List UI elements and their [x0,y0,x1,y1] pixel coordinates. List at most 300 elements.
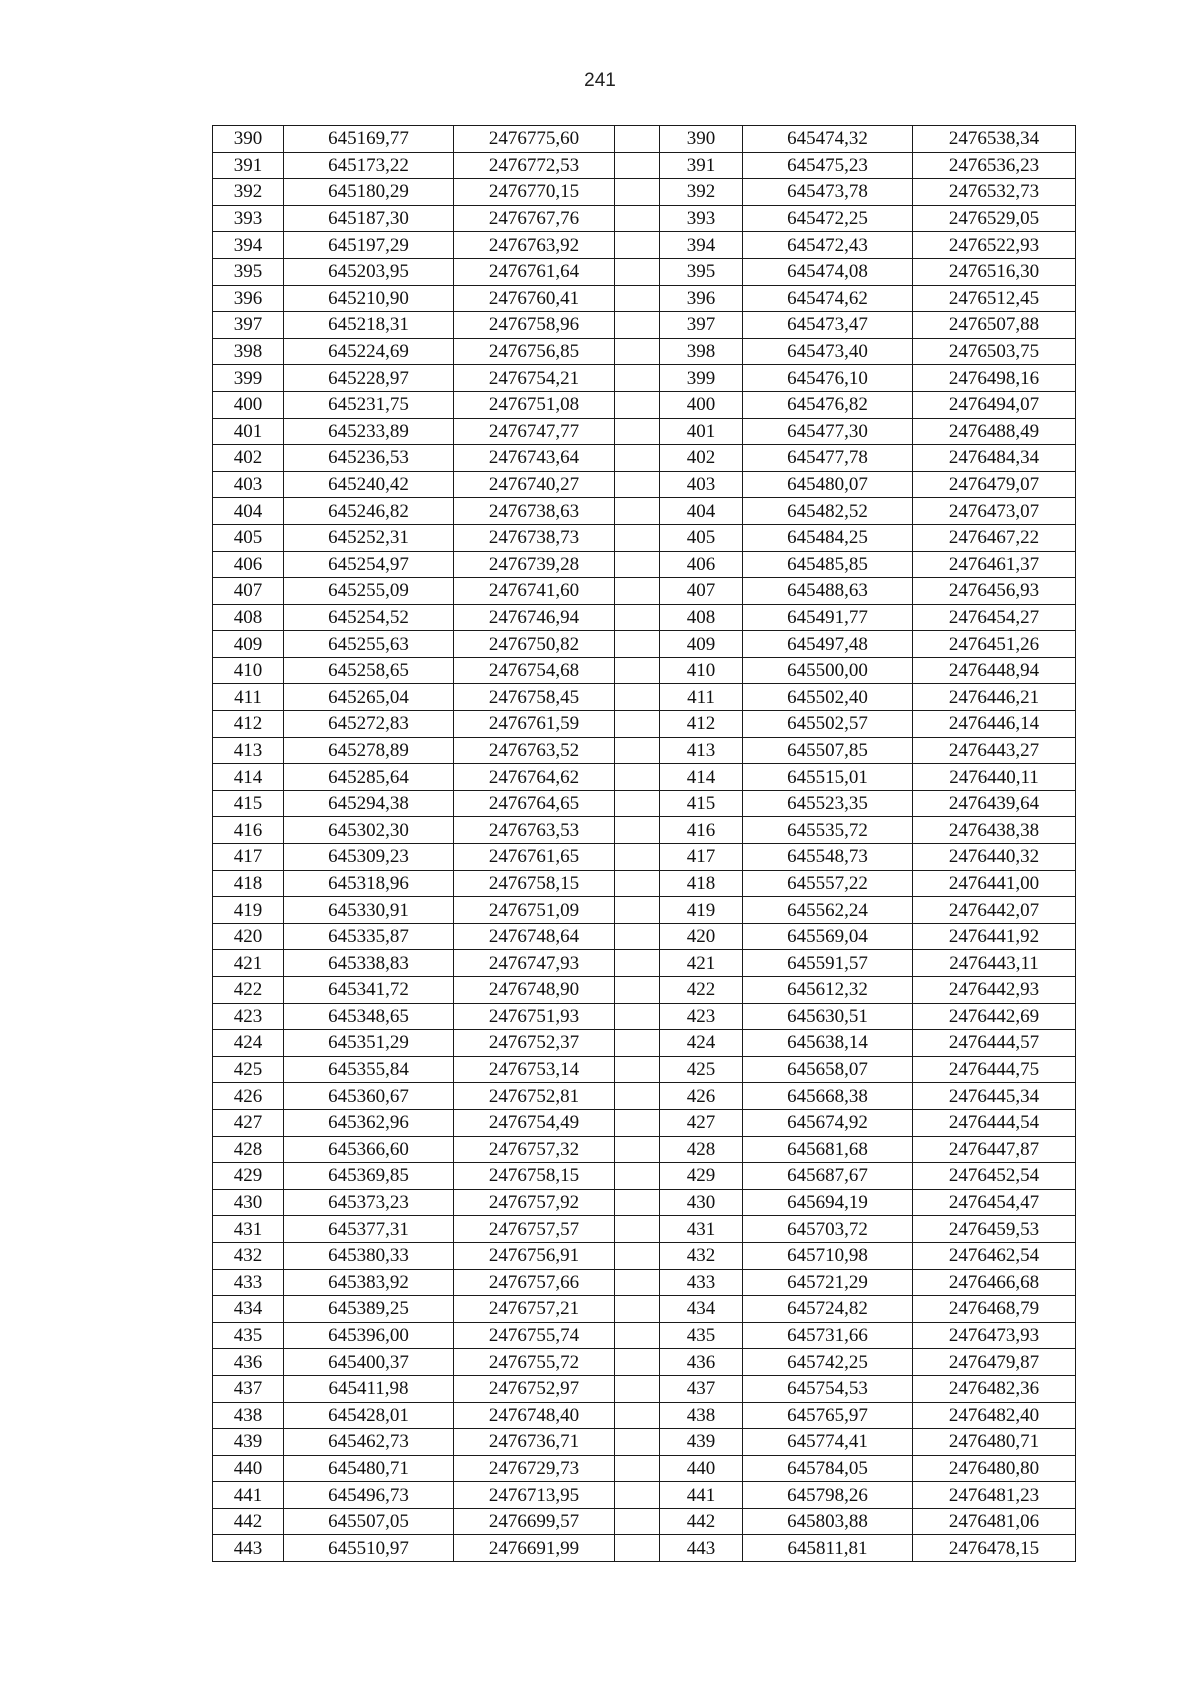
x-coordinate-left: 645338,83 [284,950,454,977]
table-row [213,126,1076,153]
column-gap [615,1429,660,1456]
x-coordinate-right: 645474,08 [743,258,913,285]
x-coordinate-left: 645278,89 [284,737,454,764]
point-number-right: 439 [660,1429,743,1456]
y-coordinate-right: 2476443,27 [913,737,1076,764]
table-row [213,551,1076,578]
y-coordinate-right: 2476503,75 [913,338,1076,365]
point-number-right: 397 [660,312,743,339]
y-coordinate-left: 2476750,82 [454,631,615,658]
point-number-right: 421 [660,950,743,977]
y-coordinate-left: 2476758,15 [454,870,615,897]
table-row [213,897,1076,924]
y-coordinate-left: 2476743,64 [454,445,615,472]
point-number-right: 417 [660,844,743,871]
x-coordinate-left: 645330,91 [284,897,454,924]
table-row [213,1535,1076,1562]
point-number-right: 440 [660,1455,743,1482]
x-coordinate-right: 645784,05 [743,1455,913,1482]
y-coordinate-right: 2476473,93 [913,1322,1076,1349]
x-coordinate-right: 645612,32 [743,977,913,1004]
point-number-left: 406 [213,551,284,578]
point-number-left: 441 [213,1482,284,1509]
table-row [213,1056,1076,1083]
point-number-left: 423 [213,1003,284,1030]
x-coordinate-right: 645694,19 [743,1189,913,1216]
y-coordinate-left: 2476754,21 [454,365,615,392]
table-row [213,1349,1076,1376]
point-number-left: 438 [213,1402,284,1429]
point-number-right: 393 [660,205,743,232]
y-coordinate-right: 2476440,32 [913,844,1076,871]
table-row [213,285,1076,312]
y-coordinate-left: 2476751,09 [454,897,615,924]
x-coordinate-right: 645724,82 [743,1296,913,1323]
point-number-right: 390 [660,126,743,153]
point-number-left: 403 [213,471,284,498]
y-coordinate-left: 2476758,96 [454,312,615,339]
point-number-left: 395 [213,258,284,285]
point-number-left: 440 [213,1455,284,1482]
point-number-right: 413 [660,737,743,764]
x-coordinate-left: 645272,83 [284,711,454,738]
y-coordinate-left: 2476748,40 [454,1402,615,1429]
y-coordinate-left: 2476764,65 [454,790,615,817]
point-number-left: 394 [213,232,284,259]
point-number-left: 398 [213,338,284,365]
table-row [213,232,1076,259]
x-coordinate-left: 645180,29 [284,179,454,206]
column-gap [615,1136,660,1163]
x-coordinate-right: 645591,57 [743,950,913,977]
point-number-right: 406 [660,551,743,578]
x-coordinate-right: 645476,10 [743,365,913,392]
y-coordinate-left: 2476772,53 [454,152,615,179]
y-coordinate-left: 2476691,99 [454,1535,615,1562]
column-gap [615,657,660,684]
y-coordinate-left: 2476752,97 [454,1375,615,1402]
x-coordinate-right: 645721,29 [743,1269,913,1296]
table-row [213,1482,1076,1509]
point-number-right: 442 [660,1508,743,1535]
y-coordinate-right: 2476446,21 [913,684,1076,711]
point-number-left: 392 [213,179,284,206]
coordinates-table-body [213,126,1076,1562]
point-number-right: 395 [660,258,743,285]
y-coordinate-right: 2476438,38 [913,817,1076,844]
x-coordinate-right: 645681,68 [743,1136,913,1163]
y-coordinate-right: 2476454,47 [913,1189,1076,1216]
y-coordinate-left: 2476760,41 [454,285,615,312]
table-row [213,498,1076,525]
x-coordinate-right: 645515,01 [743,764,913,791]
y-coordinate-left: 2476761,64 [454,258,615,285]
column-gap [615,338,660,365]
column-gap [615,631,660,658]
y-coordinate-left: 2476736,71 [454,1429,615,1456]
point-number-left: 393 [213,205,284,232]
y-coordinate-left: 2476767,76 [454,205,615,232]
y-coordinate-left: 2476741,60 [454,578,615,605]
table-row [213,1109,1076,1136]
y-coordinate-left: 2476756,85 [454,338,615,365]
table-row [213,631,1076,658]
point-number-left: 399 [213,365,284,392]
point-number-right: 399 [660,365,743,392]
point-number-left: 439 [213,1429,284,1456]
x-coordinate-right: 645742,25 [743,1349,913,1376]
y-coordinate-right: 2476441,00 [913,870,1076,897]
y-coordinate-right: 2476482,40 [913,1402,1076,1429]
y-coordinate-left: 2476763,53 [454,817,615,844]
column-gap [615,551,660,578]
point-number-left: 414 [213,764,284,791]
x-coordinate-left: 645285,64 [284,764,454,791]
y-coordinate-left: 2476738,73 [454,524,615,551]
point-number-left: 410 [213,657,284,684]
x-coordinate-left: 645507,05 [284,1508,454,1535]
y-coordinate-right: 2476488,49 [913,418,1076,445]
x-coordinate-right: 645523,35 [743,790,913,817]
y-coordinate-left: 2476751,93 [454,1003,615,1030]
y-coordinate-left: 2476761,59 [454,711,615,738]
point-number-left: 421 [213,950,284,977]
y-coordinate-left: 2476752,81 [454,1083,615,1110]
column-gap [615,737,660,764]
x-coordinate-right: 645475,23 [743,152,913,179]
y-coordinate-left: 2476752,37 [454,1030,615,1057]
column-gap [615,1508,660,1535]
y-coordinate-left: 2476739,28 [454,551,615,578]
point-number-left: 412 [213,711,284,738]
column-gap [615,711,660,738]
point-number-left: 422 [213,977,284,1004]
x-coordinate-right: 645668,38 [743,1083,913,1110]
point-number-left: 415 [213,790,284,817]
x-coordinate-left: 645302,30 [284,817,454,844]
y-coordinate-right: 2476484,34 [913,445,1076,472]
y-coordinate-left: 2476763,92 [454,232,615,259]
x-coordinate-right: 645502,40 [743,684,913,711]
column-gap [615,258,660,285]
y-coordinate-right: 2476459,53 [913,1216,1076,1243]
x-coordinate-right: 645548,73 [743,844,913,871]
x-coordinate-left: 645355,84 [284,1056,454,1083]
point-number-right: 408 [660,604,743,631]
x-coordinate-right: 645488,63 [743,578,913,605]
x-coordinate-left: 645258,65 [284,657,454,684]
point-number-left: 425 [213,1056,284,1083]
y-coordinate-left: 2476755,74 [454,1322,615,1349]
x-coordinate-left: 645173,22 [284,152,454,179]
point-number-right: 396 [660,285,743,312]
y-coordinate-right: 2476456,93 [913,578,1076,605]
point-number-right: 425 [660,1056,743,1083]
point-number-left: 404 [213,498,284,525]
y-coordinate-right: 2476494,07 [913,391,1076,418]
point-number-right: 405 [660,524,743,551]
x-coordinate-right: 645638,14 [743,1030,913,1057]
y-coordinate-right: 2476480,71 [913,1429,1076,1456]
y-coordinate-right: 2476442,69 [913,1003,1076,1030]
point-number-left: 413 [213,737,284,764]
column-gap [615,870,660,897]
point-number-right: 416 [660,817,743,844]
y-coordinate-right: 2476444,75 [913,1056,1076,1083]
point-number-right: 409 [660,631,743,658]
x-coordinate-left: 645480,71 [284,1455,454,1482]
point-number-right: 403 [660,471,743,498]
point-number-left: 390 [213,126,284,153]
x-coordinate-right: 645658,07 [743,1056,913,1083]
x-coordinate-right: 645798,26 [743,1482,913,1509]
x-coordinate-right: 645472,43 [743,232,913,259]
x-coordinate-right: 645710,98 [743,1242,913,1269]
point-number-right: 430 [660,1189,743,1216]
table-row [213,1216,1076,1243]
point-number-left: 405 [213,524,284,551]
table-row [213,604,1076,631]
table-row [213,1083,1076,1110]
column-gap [615,684,660,711]
x-coordinate-right: 645482,52 [743,498,913,525]
y-coordinate-right: 2476529,05 [913,205,1076,232]
x-coordinate-right: 645703,72 [743,1216,913,1243]
y-coordinate-right: 2476439,64 [913,790,1076,817]
y-coordinate-left: 2476755,72 [454,1349,615,1376]
column-gap [615,1242,660,1269]
column-gap [615,1322,660,1349]
point-number-right: 427 [660,1109,743,1136]
table-row [213,1455,1076,1482]
y-coordinate-left: 2476757,32 [454,1136,615,1163]
point-number-right: 419 [660,897,743,924]
point-number-left: 417 [213,844,284,871]
x-coordinate-left: 645335,87 [284,923,454,950]
point-number-left: 430 [213,1189,284,1216]
table-row [213,1163,1076,1190]
x-coordinate-left: 645348,65 [284,1003,454,1030]
column-gap [615,578,660,605]
column-gap [615,205,660,232]
point-number-left: 426 [213,1083,284,1110]
column-gap [615,471,660,498]
point-number-right: 443 [660,1535,743,1562]
y-coordinate-right: 2476444,54 [913,1109,1076,1136]
x-coordinate-left: 645254,97 [284,551,454,578]
y-coordinate-left: 2476740,27 [454,471,615,498]
y-coordinate-left: 2476754,68 [454,657,615,684]
table-row [213,1508,1076,1535]
x-coordinate-right: 645500,00 [743,657,913,684]
table-row [213,1269,1076,1296]
column-gap [615,418,660,445]
x-coordinate-left: 645411,98 [284,1375,454,1402]
y-coordinate-right: 2476454,27 [913,604,1076,631]
y-coordinate-right: 2476442,07 [913,897,1076,924]
y-coordinate-left: 2476699,57 [454,1508,615,1535]
x-coordinate-right: 645473,47 [743,312,913,339]
column-gap [615,152,660,179]
point-number-right: 394 [660,232,743,259]
x-coordinate-right: 645477,30 [743,418,913,445]
point-number-right: 434 [660,1296,743,1323]
x-coordinate-left: 645366,60 [284,1136,454,1163]
point-number-left: 411 [213,684,284,711]
column-gap [615,524,660,551]
y-coordinate-left: 2476753,14 [454,1056,615,1083]
y-coordinate-right: 2476507,88 [913,312,1076,339]
y-coordinate-left: 2476754,49 [454,1109,615,1136]
y-coordinate-right: 2476462,54 [913,1242,1076,1269]
table-row [213,817,1076,844]
x-coordinate-left: 645373,23 [284,1189,454,1216]
x-coordinate-left: 645318,96 [284,870,454,897]
column-gap [615,1269,660,1296]
x-coordinate-left: 645496,73 [284,1482,454,1509]
y-coordinate-right: 2476479,87 [913,1349,1076,1376]
table-row [213,1375,1076,1402]
table-row [213,312,1076,339]
point-number-left: 408 [213,604,284,631]
x-coordinate-left: 645228,97 [284,365,454,392]
x-coordinate-right: 645557,22 [743,870,913,897]
x-coordinate-right: 645811,81 [743,1535,913,1562]
point-number-left: 435 [213,1322,284,1349]
x-coordinate-left: 645255,09 [284,578,454,605]
y-coordinate-right: 2476447,87 [913,1136,1076,1163]
x-coordinate-left: 645360,67 [284,1083,454,1110]
point-number-left: 443 [213,1535,284,1562]
column-gap [615,232,660,259]
y-coordinate-left: 2476751,08 [454,391,615,418]
y-coordinate-right: 2476516,30 [913,258,1076,285]
x-coordinate-right: 645491,77 [743,604,913,631]
x-coordinate-right: 645484,25 [743,524,913,551]
x-coordinate-left: 645210,90 [284,285,454,312]
x-coordinate-left: 645218,31 [284,312,454,339]
x-coordinate-left: 645233,89 [284,418,454,445]
x-coordinate-left: 645265,04 [284,684,454,711]
table-row [213,1189,1076,1216]
table-row [213,1003,1076,1030]
x-coordinate-left: 645254,52 [284,604,454,631]
x-coordinate-left: 645383,92 [284,1269,454,1296]
column-gap [615,285,660,312]
y-coordinate-right: 2476512,45 [913,285,1076,312]
point-number-left: 418 [213,870,284,897]
column-gap [615,817,660,844]
y-coordinate-right: 2476468,79 [913,1296,1076,1323]
table-row [213,1402,1076,1429]
table-row [213,1429,1076,1456]
x-coordinate-right: 645502,57 [743,711,913,738]
x-coordinate-right: 645562,24 [743,897,913,924]
table-row [213,365,1076,392]
point-number-left: 416 [213,817,284,844]
point-number-right: 436 [660,1349,743,1376]
y-coordinate-right: 2476522,93 [913,232,1076,259]
point-number-right: 415 [660,790,743,817]
x-coordinate-left: 645389,25 [284,1296,454,1323]
y-coordinate-left: 2476758,15 [454,1163,615,1190]
y-coordinate-right: 2476538,34 [913,126,1076,153]
x-coordinate-right: 645674,92 [743,1109,913,1136]
x-coordinate-left: 645462,73 [284,1429,454,1456]
column-gap [615,977,660,1004]
table-row [213,578,1076,605]
table-row [213,737,1076,764]
y-coordinate-left: 2476738,63 [454,498,615,525]
column-gap [615,365,660,392]
point-number-right: 426 [660,1083,743,1110]
y-coordinate-right: 2476532,73 [913,179,1076,206]
x-coordinate-right: 645569,04 [743,923,913,950]
table-row [213,870,1076,897]
point-number-right: 410 [660,657,743,684]
y-coordinate-right: 2476452,54 [913,1163,1076,1190]
x-coordinate-right: 645474,32 [743,126,913,153]
y-coordinate-right: 2476473,07 [913,498,1076,525]
point-number-left: 434 [213,1296,284,1323]
table-row [213,445,1076,472]
y-coordinate-right: 2476448,94 [913,657,1076,684]
y-coordinate-right: 2476467,22 [913,524,1076,551]
point-number-left: 420 [213,923,284,950]
y-coordinate-right: 2476451,26 [913,631,1076,658]
column-gap [615,1455,660,1482]
x-coordinate-right: 645473,40 [743,338,913,365]
x-coordinate-left: 645255,63 [284,631,454,658]
column-gap [615,312,660,339]
point-number-left: 436 [213,1349,284,1376]
y-coordinate-left: 2476713,95 [454,1482,615,1509]
x-coordinate-left: 645294,38 [284,790,454,817]
table-row [213,711,1076,738]
x-coordinate-left: 645231,75 [284,391,454,418]
table-row [213,764,1076,791]
x-coordinate-right: 645774,41 [743,1429,913,1456]
column-gap [615,764,660,791]
x-coordinate-right: 645630,51 [743,1003,913,1030]
table-row [213,1322,1076,1349]
table-row [213,205,1076,232]
x-coordinate-left: 645187,30 [284,205,454,232]
column-gap [615,1375,660,1402]
point-number-right: 412 [660,711,743,738]
point-number-left: 424 [213,1030,284,1057]
x-coordinate-right: 645754,53 [743,1375,913,1402]
y-coordinate-left: 2476757,21 [454,1296,615,1323]
table-row [213,179,1076,206]
y-coordinate-right: 2476466,68 [913,1269,1076,1296]
y-coordinate-left: 2476757,66 [454,1269,615,1296]
table-row [213,950,1076,977]
x-coordinate-left: 645169,77 [284,126,454,153]
point-number-left: 431 [213,1216,284,1243]
point-number-right: 418 [660,870,743,897]
column-gap [615,179,660,206]
x-coordinate-right: 645472,25 [743,205,913,232]
x-coordinate-right: 645480,07 [743,471,913,498]
point-number-right: 391 [660,152,743,179]
column-gap [615,1030,660,1057]
y-coordinate-right: 2476440,11 [913,764,1076,791]
point-number-right: 422 [660,977,743,1004]
table-row [213,391,1076,418]
y-coordinate-left: 2476764,62 [454,764,615,791]
column-gap [615,1056,660,1083]
